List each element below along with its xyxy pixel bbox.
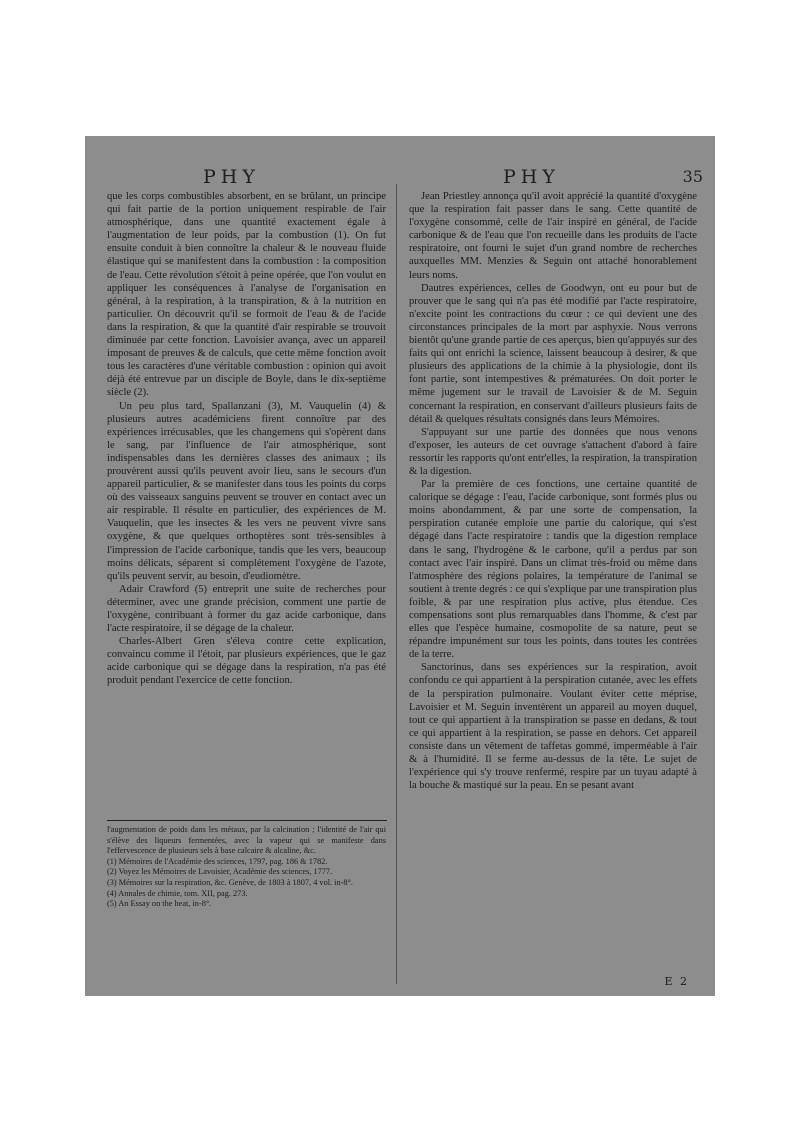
left-column: [107, 190, 386, 688]
paragraph: Un peu plus tard, Spallanzani (3), M. Vauquelin (4) & plusieurs autres académiciens firent connoître par des expériences irrécusables, que les changemens qui s'opèrent dans le sang, par l'influence de l'air atmosphérique, sont indispensables dans les dernières classes des animaux ; ils prouvèrent aussi qu'ils peuvent avoir lieu, sans le secours d'un appareil particulier, & se manifester dans tous les points du corps où des vaisseaux sanguins peuvent se trouver en contact avec un air respirable. Il résulte en particulier, des expériences de M. Vauquelin, que les insectes & les vers ne peuvent vivre sans oxygène, & que quelques orthoptères sont très-sensibles à l'impression de l'acide carbonique, tandis que les vers, beaucoup moins délicats, séparent si complétement l'oxygène de l'azote, qu'ils peuvent servir, au besoin, d'eudiomètre.: [107, 400, 386, 582]
paragraph: Charles-Albert Gren s'éleva contre cette explication, convaincu comme il l'étoit, par plusieurs expériences, que le gaz acide carbonique qui se dégage dans la respiration, n'a pas été produit pendant l'exercice de cette fonction.: [107, 636, 386, 687]
signature-mark: E 2: [664, 975, 689, 988]
paragraph: Dautres expériences, celles de Goodwyn, ont eu pour but de prouver que le sang qui n'a pas été modifié par l'acte respiratoire, n'excite point les contractions du cœur : ce qui devient une des circonstances principales de la mort par asphyxie. Nous verrons bientôt qu'une grande partie de ces aperçus, bien qu'appuyés sur des faits qui ont enrichi la science, laissent beaucoup à desirer, & que plusieurs des applications de la chimie à la physiologie, dont ils font partie, sont intempestives & prématurées. On doit porter le même jugement sur le travail de Lavoisier & de M. Seguin concernant la respiration, en conservant d'ailleurs plusieurs faits de détail & quelques résultats consignés dans leurs Mémoires.: [409, 282, 697, 425]
footnote: (4) Annales de chimie, tom. XII, pag. 273.: [107, 888, 248, 898]
paragraph: Par la première de ces fonctions, une certaine quantité de calorique se dégage : l'eau, l'acide carbonique, sont formés plus ou moins abondamment, & par une sorte de compensation, la perspiration cutanée emploie une partie du calorique, qui s'est dégagé dans l'acte respiratoire : tandis que la digestion remplace dans le sang, l'hydrogène & le carbone, qu'il a perdus par son contact avec l'air inspiré. Dans un climat très-froid ou même dans l'atmosphère des régions polaires, la température de l'animal se soutient à trente degrés : ce qui s'explique par une transpiration plus foible, & par une respiration plus active, plus étendue. Ces compensations sont plus remarquables dans l'homme, & c'est par elles que l'espèce humaine, cosmopolite de sa nature, peut se répandre impunément sur tous les points, dans toutes les contrées de la terre.: [409, 479, 697, 661]
right-column: [409, 190, 697, 792]
footnote-rule: [107, 820, 387, 821]
scanned-page: [85, 136, 715, 996]
paragraph: Jean Priestley annonça qu'il avoit apprécié la quantité d'oxygène que la respiration fait passer dans le sang. Cette quantité de l'oxygène consommé, celle de l'air inspiré en général, de l'acide carbonique & de l'eau que l'on recueille dans les produits de l'acte respiratoire, ont fourni le sujet d'un grand nombre de recherches auxquelles MM. Menzies & Seguin ont attaché honorablement leurs noms.: [409, 191, 697, 281]
column-divider: [396, 184, 397, 984]
paragraph: S'appuyant sur une partie des données que nous venons d'exposer, les auteurs de cet ouvrage s'attachent d'abord à faire ressortir les rapports qu'ont entr'elles, la respiration, la transpiration & la digestion.: [409, 426, 697, 477]
footnote: (1) Mémoires de l'Académie des sciences, 1797, pag. 186 & 1782.: [107, 856, 328, 866]
footnote: (3) Mémoires sur la respiration, &c. Genève, de 1803 à 1807, 4 vol. in-8°.: [107, 877, 353, 887]
footnote: (5) An Essay on the heat, in-8°.: [107, 899, 212, 909]
page-number: 35: [682, 167, 703, 186]
paragraph: Sanctorinus, dans ses expériences sur la respiration, avoit confondu ce qui appartient à la perspiration cutanée, avec les effets de la perspiration pulmonaire. Voulant éviter cette méprise, Lavoisier et M. Seguin inventèrent un appareil au moyen duquel, tout ce qui appartient à la transpiration se passe en dedans, & tout ce qui appartient à la respiration, se passe en dehors. Cet appareil consiste dans un vêtement de taffetas gommé, imperméable à l'air & à l'humidité. Il se ferme au-dessus de la tête. Le sujet de l'expérience qui s'y trouve renfermé, respire par un tuyau adapté à la bouche & mastiqué sur la peau. En se pesant avant: [409, 662, 697, 792]
running-head-left: PHY: [203, 166, 260, 188]
paragraph: Adair Crawford (5) entreprit une suite de recherches pour déterminer, avec une grande précision, comment une partie de l'oxygène, contribuant à former du gaz acide carbonique, dans l'acte respiratoire, il se dégage de la chaleur.: [107, 583, 386, 635]
footnote-continuation: l'augmentation de poids dans les métaux, par la calcination ; l'identité de l'air qui s'élève des liqueurs fermentées, avec la vapeur qui se manifeste dans l'effervescence de plusieurs sels à base calcaire & alcaline, &c.: [107, 825, 386, 856]
paragraph: que les corps combustibles absorbent, en se brûlant, un principe qui fait partie de la portion uniquement respirable de l'air atmosphérique, dans une quantité exactement égale à l'augmentation de leur poids, par la combustion (1). On fut ensuite conduit à bien connoître la chaleur & le nouveau fluide élastique qui se manifestent dans la combustion : la composition de l'eau. Cette révolution s'étoit à peine opérée, que l'on voulut en appliquer les conséquences à l'analyse de l'organisation en général, à la respiration, à la transpiration, & à la nutrition en particulier. On découvrit qu'il se formoit de l'eau & de l'acide dans la respiration, & que la quantité d'air respirable se trouvoit diminuée par cette fonction. Lavoisier avança, avec un appareil imposant de preuves & de calculs, que cette même fonction avoit tous les caractères d'une véritable combustion : opinion qui avoit déjà été entrevue par un disciple de Boyle, dans le dix-septième siècle (2).: [107, 191, 386, 399]
footnote: (2) Voyez les Mémoires de Lavoisier, Académie des sciences, 1777.: [107, 867, 333, 877]
running-head-right: PHY: [503, 166, 560, 188]
footnotes: [107, 825, 386, 910]
